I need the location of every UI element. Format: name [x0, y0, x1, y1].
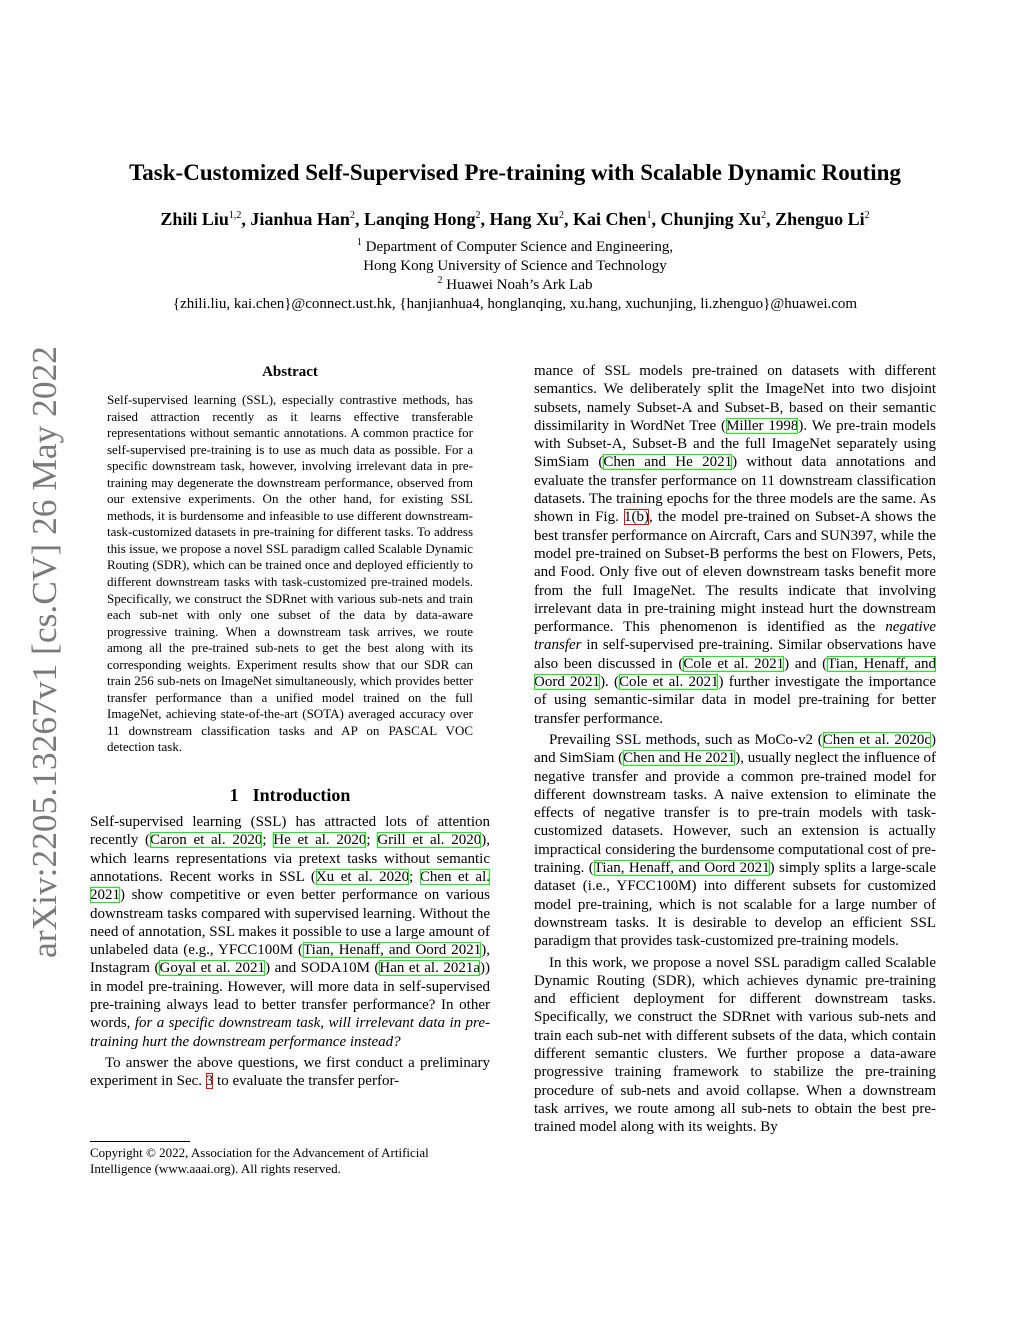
abstract-heading: Abstract: [262, 364, 318, 380]
right-paragraph-1: mance of SSL models pre-trained on datasets with different semantics. We deliberately split the ImageNet into two disjoint subsets, namely Subset-A and Subset-B, based on their semantic dissimilarity in WordNet Tree (Miller 1998). We pre-train models with Subset-A, Subset-B and the full ImageNet separately using SimSiam (Chen and He 2021) without data annotations and evaluate the transfer performance on 11 downstream classification datasets. The training epochs for the three models are the same. As shown in Fig. 1(b), the model pre-trained on Subset-A shows the best transfer performance on Aircraft, Cars and SUN397, while the model pre-trained on Subset-B performs the best on Flowers, Pets, and Food. Only five out of eleven downstream tasks benefit more from the full ImageNet. The results indicate that involving irrelevant data in pre-training might instead hurt the downstream performance. This phenomenon is identified as the negative transfer in self-supervised pre-training. Similar observations have also been discussed in (Cole et al. 2021) and (Tian, Henaff, and Oord 2021). (Cole et al. 2021) further investigate the importance of using semantic-similar data in model pre-training for better transfer performance.: [534, 363, 936, 727]
citation-link[interactable]: Grill et al. 2020: [377, 832, 482, 849]
intro-paragraph-2: To answer the above questions, we first conduct a preliminary experiment in Sec. 3 to evaluate the transfer perfor-: [90, 1054, 490, 1090]
author: Chunjing Xu$^2$,: [660, 209, 776, 229]
affiliation-2: $^2$ Huawei Noah’s Ark Lab: [437, 275, 593, 293]
citation-link[interactable]: He et al. 2020: [273, 832, 367, 849]
author: Lanqing Hong$^2$,: [363, 209, 490, 229]
citation-link[interactable]: Chen et al. 2021: [90, 868, 490, 904]
right-paragraph-2: Prevailing SSL methods, such as MoCo-v2 (Chen et al. 2020c) and SimSiam (Chen and He 2021), usually neglect the influence of negative transfer and provide a common pre-trained model for different downstream tasks. A naive extension to eliminate the effects of negative transfer is to pre-train models with task-customized datasets. However, such an extension is actually impractical considering the burdensome computational cost of pre-training. (Tian, Henaff, and Oord 2021) simply splits a large-scale dataset (i.e., YFCC100M) into different subsets for customized model pre-training, which is not scalable for a large number of downstream tasks. It is desirable to develop an efficient SSL paradigm that provides task-customized pre-training models.: [534, 731, 936, 950]
footnote-divider: [90, 1141, 190, 1142]
intro-paragraph-1: Self-supervised learning (SSL) has attracted lots of attention recently (Caron et al. 2020; He et al. 2020; Grill et al. 2020), which learns representations via pretext tasks without semantic annotations. Recent works in SSL (Xu et al. 2020; Chen et al. 2021) show competitive or even better performance on various downstream tasks compared with supervised learning. Without the need of annotation, SSL makes it possible to use a large amount of unlabeled data (e.g., YFCC100M (Tian, Henaff, and Oord 2021), Instagram (Goyal et al. 2021) and SODA10M (Han et al. 2021a)) in model pre-training. However, will more data in self-supervised pre-training always lead to better transfer performance? In other words, for a specific downstream task, will irrelevant data in pre-training hurt the downstream performance instead?: [90, 814, 491, 1050]
citation-link[interactable]: Tian, Henaff, and Oord 2021: [303, 942, 482, 959]
copyright-footnote: Copyright © 2022, Association for the Advancement of Artificial Intelligence (www.aaai.org). All rights reserved.: [90, 1145, 429, 1176]
author-emails: {zhili.liu, kai.chen}@connect.ust.hk, {hanjianhua4, honglanqing, xu.hang, xuchunjing, li.zhenguo}@huawei.com: [172, 296, 858, 312]
section-heading-introduction: 1 Introduction: [229, 785, 351, 806]
affiliation-1-university: Hong Kong University of Science and Technology: [363, 258, 667, 274]
citation-link[interactable]: Chen and He 2021: [603, 454, 733, 471]
citation-link[interactable]: Goyal et al. 2021: [159, 960, 266, 977]
citation-link[interactable]: Chen et al. 2020c: [822, 731, 931, 748]
figure-reference-link[interactable]: 1(b): [623, 509, 649, 526]
citation-link[interactable]: Cole et al. 2021: [683, 655, 785, 672]
section-reference-link[interactable]: 3: [205, 1073, 214, 1090]
introduction-body: [90, 813, 490, 1090]
abstract: [107, 362, 473, 756]
affiliation-1: $^1$ Department of Computer Science and Engineering,: [356, 237, 674, 255]
citation-link[interactable]: Cole et al. 2021: [619, 674, 719, 691]
paper-title: Task-Customized Self-Supervised Pre-training with Scalable Dynamic Routing: [129, 160, 901, 185]
citation-link[interactable]: Tian, Henaff, and Oord 2021: [593, 860, 770, 877]
citation-link[interactable]: Chen and He 2021: [623, 750, 736, 767]
author: Hang Xu$^2$,: [489, 209, 574, 229]
citation-link[interactable]: Xu et al. 2020: [315, 868, 410, 885]
citation-link[interactable]: Caron et al. 2020: [150, 832, 263, 849]
right-paragraph-3: In this work, we propose a novel SSL paradigm called Scalable Dynamic Routing (SDR), which achieves dynamic pre-training and efficient deployment for different downstream tasks. Specifically, we construct the SDRnet with various sub-nets and train each sub-net with different subsets of the data, which contain different semantic clusters. We further propose a data-aware progressive training framework to stabilize the pre-training procedure of sub-nets and avoid collapse. When a downstream task arrives, we route among all sub-nets to obtain the best pre-trained model along with its weights. By: [534, 954, 936, 1136]
affiliations: [80, 238, 950, 314]
citation-link[interactable]: Miller 1998: [726, 417, 799, 434]
author: Zhenguo Li$^2$: [775, 209, 870, 229]
author-list: [80, 207, 950, 231]
citation-link[interactable]: Han et al. 2021a: [379, 960, 480, 977]
abstract-text: Self-supervised learning (SSL), especially contrastive methods, has raised attraction recently as it learns effective transferable representations without semantic annotations. A common practice for self-supervised pre-training is to use as much data as possible. For a specific downstream task, however, involving irrelevant data in pre-training may degenerate the downstream performance, observed from our extensive experiments. On the other hand, for existing SSL methods, it is burdensome and infeasible to use different downstream-task-customized datasets in pre-training for different tasks. To address this issue, we propose a novel SSL paradigm called Scalable Dynamic Routing (SDR), which can be trained once and deployed efficiently to different downstream tasks with task-customized pre-trained models. Specifically, we construct the SDRnet with various sub-nets and train each sub-net with only one subset of the data by data-aware progressive training. When a downstream task arrives, we route among all the pre-trained sub-nets to get the best along with its corresponding weights. Experiment results show that our SDR can train 256 sub-nets on ImageNet simultaneously, which provides better transfer performance than a unified model trained on the full ImageNet, achieving state-of-the-art (SOTA) averaged accuracy over 11 downstream classification tasks and AP on PASCAL VOC detection task.: [107, 392, 473, 755]
right-column: [534, 362, 936, 1136]
left-column: [90, 362, 490, 1090]
arxiv-stamp-text: arXiv:2205.13267v1 [cs.CV] 26 May 2022: [25, 353, 64, 958]
author: Kai Chen$^1$,: [573, 209, 661, 229]
author: Zhili Liu$^{1,2}$,: [160, 209, 251, 229]
author: Jianhua Han$^2$,: [250, 209, 364, 229]
citation-link[interactable]: Tian, Henaff, and Oord 2021: [534, 655, 936, 691]
arxiv-side-stamp: [12, 340, 72, 960]
